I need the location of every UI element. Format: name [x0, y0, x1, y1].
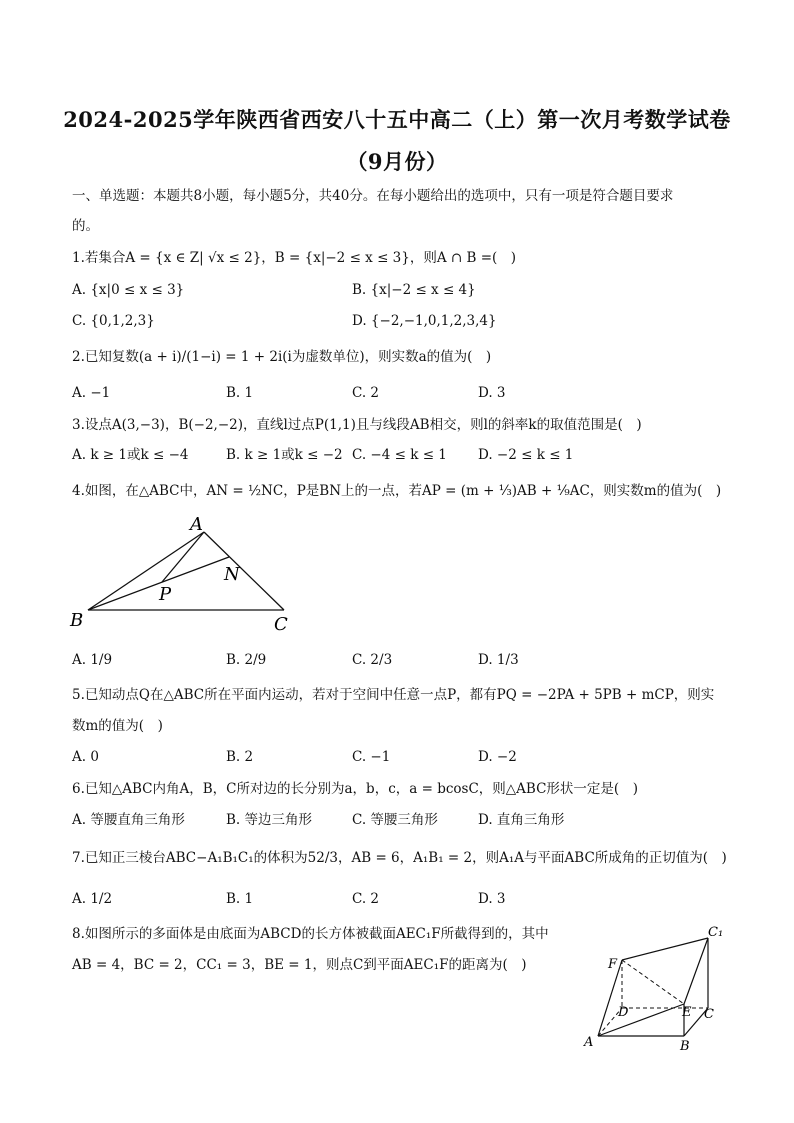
question-4-option-d: D. 1/3 [478, 652, 519, 668]
question-6-option-d: D. 直角三角形 [478, 812, 565, 828]
figure-label-p: P [159, 584, 172, 605]
exam-subtitle: （9月份） [346, 149, 448, 174]
figure-label-a: A [190, 514, 203, 535]
figure-label-f: F [608, 957, 618, 972]
question-2-option-a: A. −1 [72, 385, 111, 401]
question-2-stem: 2.已知复数(a + i)/(1−i) = 1 + 2i(i为虚数单位)，则实数a的值为( ) [72, 349, 492, 365]
question-3-stem: 3.设点A(3,−3)，B(−2,−2)，直线l过点P(1,1)且与线段AB相交，则l的斜率k的取值范围是( ) [72, 417, 642, 433]
question-1-stem: 1.若集合A = {x ∈ Z| √x ≤ 2}，B = {x|−2 ≤ x ≤ 3}，则A ∩ B =( ) [72, 250, 517, 266]
question-3-option-d: D. −2 ≤ k ≤ 1 [478, 447, 574, 463]
figure-label-n: N [224, 564, 240, 585]
figure-label-c1: C₁ [708, 925, 724, 940]
question-6-option-a: A. 等腰直角三角形 [72, 812, 185, 828]
question-7-stem: 7.已知正三棱台ABC−A₁B₁C₁的体积为52/3，AB = 6，A₁B₁ = 2，则A₁A与平面ABC所成角的正切值为( ) [72, 850, 727, 866]
question-3-option-b: B. k ≥ 1或k ≤ −2 [226, 447, 343, 463]
question-5-stem: 5.已知动点Q在△ABC所在平面内运动，若对于空间中任意一点P，都有PQ = −2PA + 5PB + mCP，则实 [72, 687, 715, 703]
section-instructions-line2: 的。 [72, 218, 99, 234]
question-5-option-c: C. −1 [352, 749, 391, 765]
question-4-option-b: B. 2/9 [226, 652, 267, 668]
figure-label-e: E [682, 1005, 692, 1020]
question-6-option-c: C. 等腰三角形 [352, 812, 438, 828]
question-1-option-a: A. {x|0 ≤ x ≤ 3} [72, 282, 185, 298]
figure-label-b: B [70, 610, 84, 631]
question-1-option-c: C. {0,1,2,3} [72, 313, 155, 329]
triangle-abc-figure [66, 510, 306, 638]
question-7-option-a: A. 1/2 [72, 891, 113, 907]
figure-label-c: C [274, 614, 288, 635]
question-5-option-b: B. 2 [226, 749, 254, 765]
question-8-stem-continued: AB = 4，BC = 2，CC₁ = 3，BE = 1，则点C到平面AEC₁F的距离为( ) [72, 957, 527, 973]
question-6-stem: 6.已知△ABC内角A，B，C所对边的长分别为a，b，c，a = bcosC，则△ABC形状一定是( ) [72, 781, 638, 797]
question-4-stem: 4.如图，在△ABC中，AN = ½NC，P是BN上的一点，若AP = (m + ⅓)AB + ⅑AC，则实数m的值为( ) [72, 483, 722, 499]
question-5-option-d: D. −2 [478, 749, 517, 765]
question-4-option-a: A. 1/9 [72, 652, 113, 668]
question-5-stem-continued: 数m的值为( ) [72, 718, 163, 734]
question-3-option-a: A. k ≥ 1或k ≤ −4 [72, 447, 189, 463]
question-7-option-d: D. 3 [478, 891, 506, 907]
figure-label-d: D [618, 1005, 629, 1020]
question-8-stem: 8.如图所示的多面体是由底面为ABCD的长方体被截面AEC₁F所截得到的，其中 [72, 926, 549, 942]
question-1-option-b: B. {x|−2 ≤ x ≤ 4} [352, 282, 476, 298]
question-3-option-c: C. −4 ≤ k ≤ 1 [352, 447, 447, 463]
figure-label-c: C [704, 1007, 714, 1022]
question-6-option-b: B. 等边三角形 [226, 812, 313, 828]
question-2-option-b: B. 1 [226, 385, 254, 401]
exam-title: 2024-2025学年陕西省西安八十五中高二（上）第一次月考数学试卷 [63, 107, 731, 132]
question-7-option-c: C. 2 [352, 891, 380, 907]
polyhedron-figure [578, 920, 728, 1055]
section-instructions-line1: 一、单选题：本题共8小题，每小题5分，共40分。在每小题给出的选项中，只有一项是符合题目要求 [72, 188, 674, 204]
question-2-option-c: C. 2 [352, 385, 380, 401]
question-1-option-d: D. {−2,−1,0,1,2,3,4} [352, 313, 497, 329]
question-5-option-a: A. 0 [72, 749, 99, 765]
question-7-option-b: B. 1 [226, 891, 254, 907]
question-4-option-c: C. 2/3 [352, 652, 393, 668]
figure-label-b: B [680, 1039, 690, 1054]
figure-label-a: A [584, 1035, 594, 1050]
question-2-option-d: D. 3 [478, 385, 506, 401]
